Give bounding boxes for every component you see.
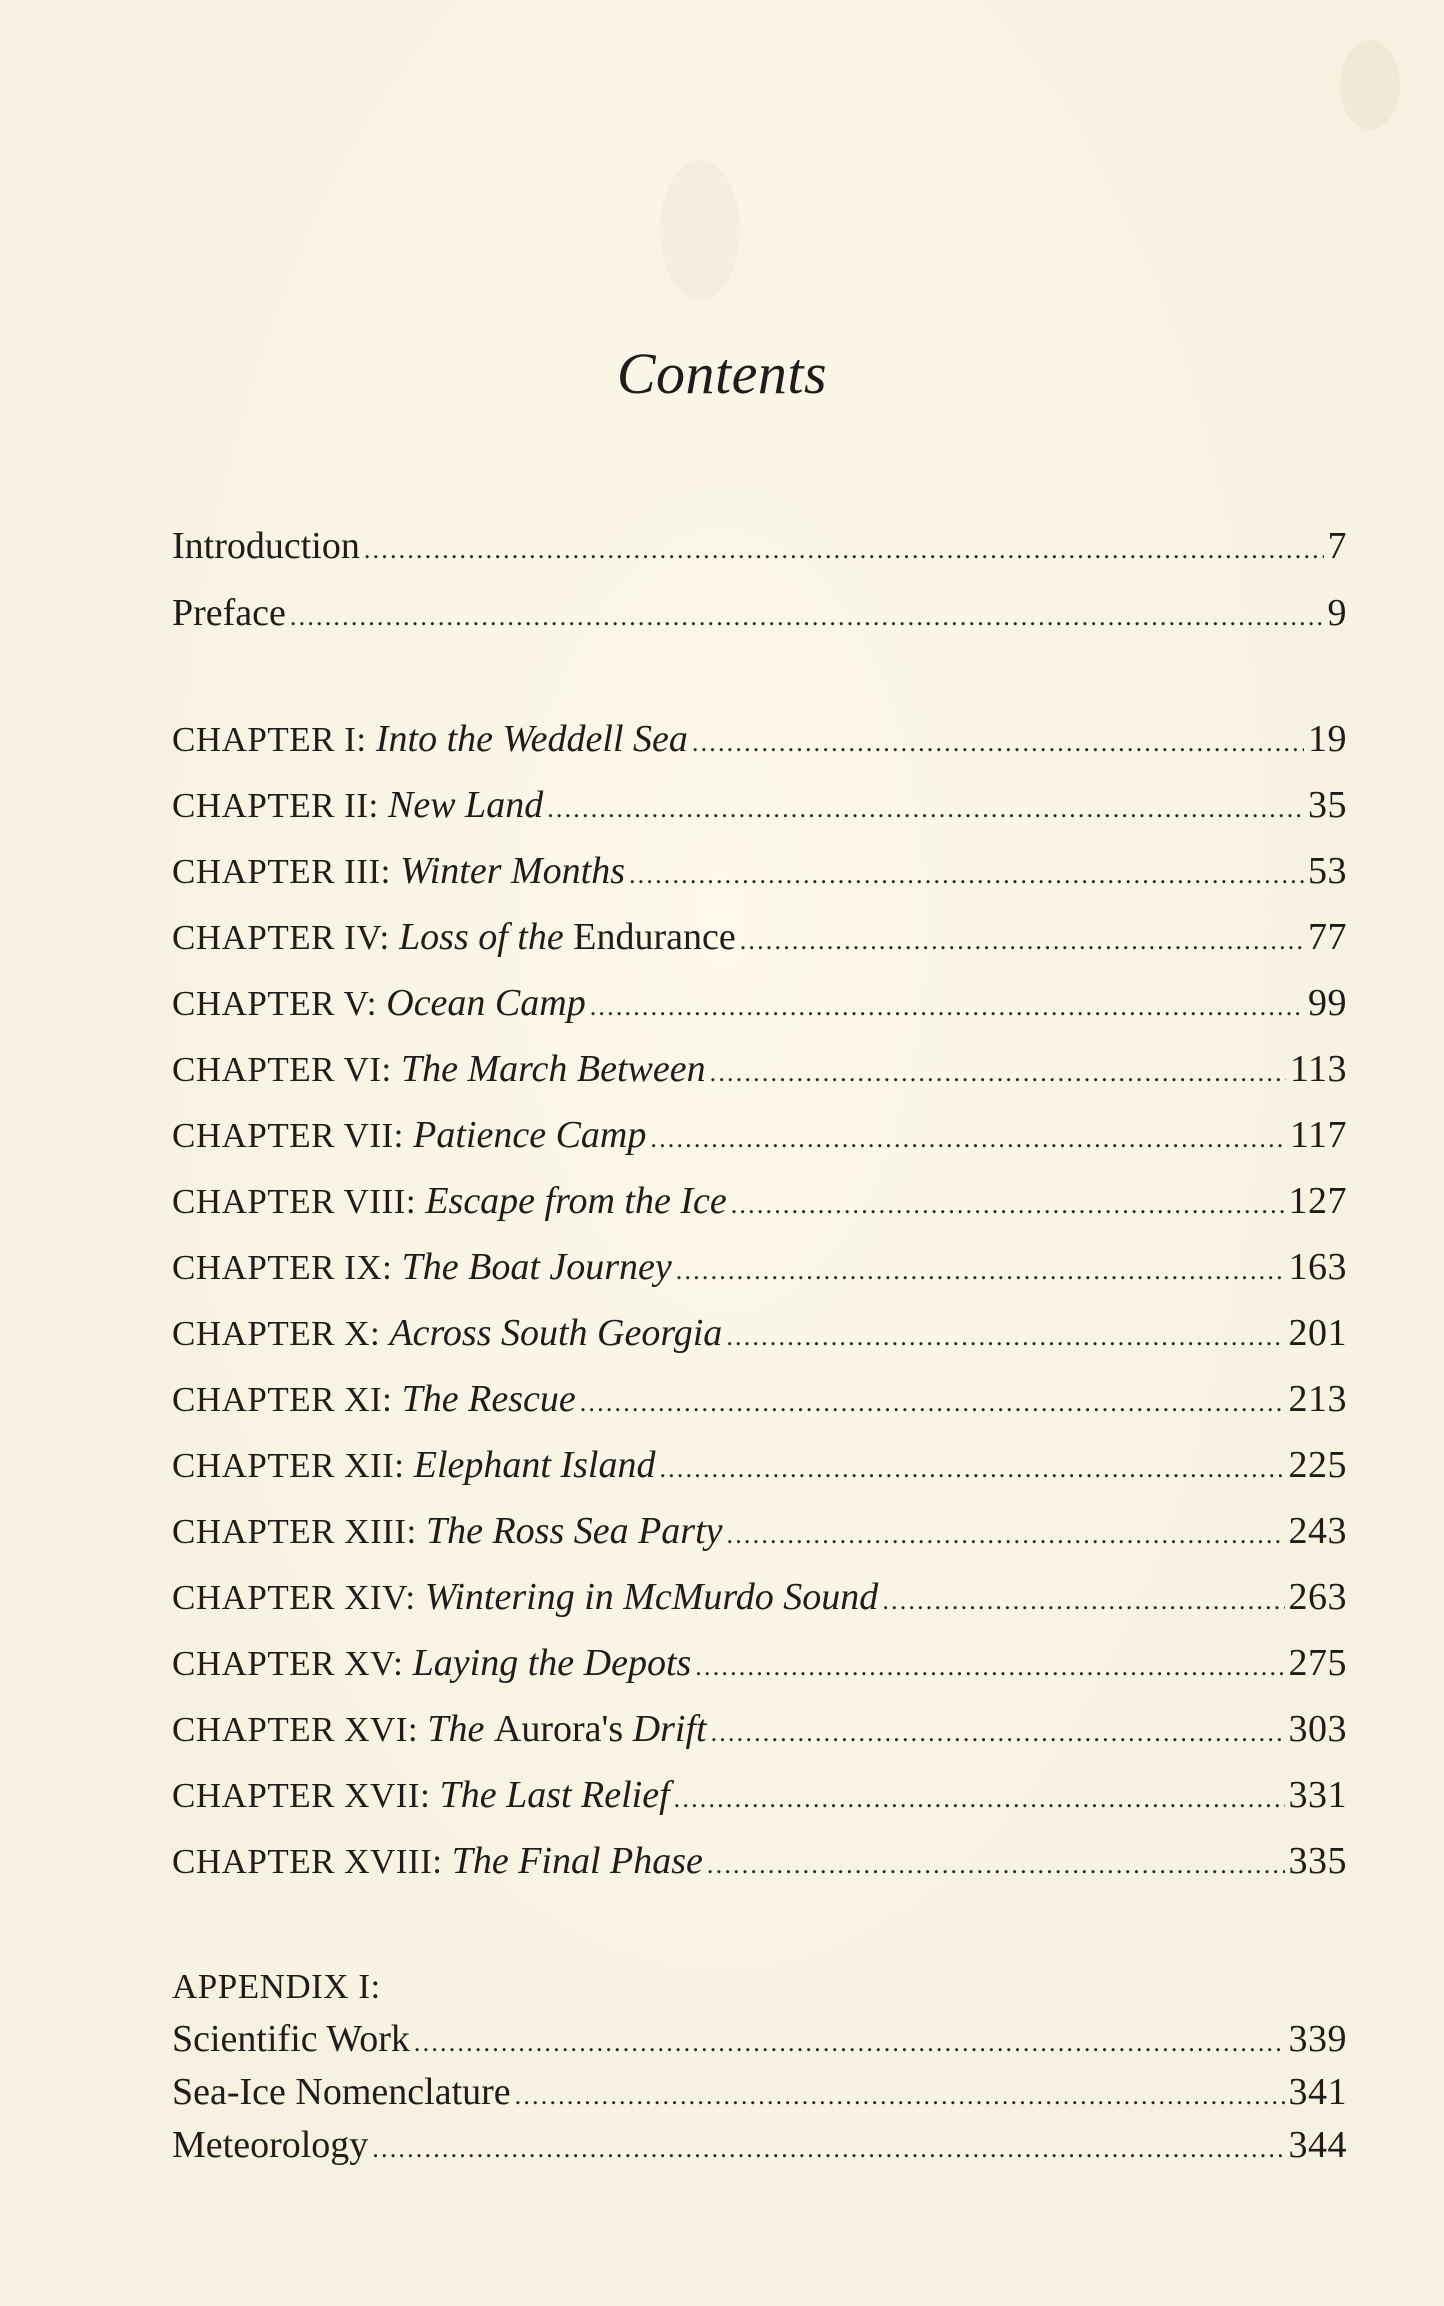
toc-appendix-entry <box>172 2120 1347 2170</box>
dot-leader <box>659 1444 1284 1494</box>
chapter-title: Winter Months <box>400 850 625 892</box>
toc-entry-label <box>172 1308 722 1359</box>
ship-name: Endurance <box>573 916 736 958</box>
chapter-number: CHAPTER IV: <box>172 918 400 957</box>
toc-entry-introduction <box>172 521 1347 571</box>
paper-stain <box>1340 40 1400 130</box>
chapter-number: CHAPTER XV: <box>172 1644 413 1683</box>
chapter-title: The <box>427 1708 494 1750</box>
toc-page-number: 275 <box>1288 1642 1347 1684</box>
dot-leader <box>692 718 1304 768</box>
dot-leader <box>707 1840 1285 1890</box>
chapter-number: CHAPTER XVII: <box>172 1776 440 1815</box>
toc-entry-label <box>172 1506 723 1557</box>
paper-stain <box>660 160 740 300</box>
dot-leader <box>710 1048 1286 1098</box>
toc-page-number: 19 <box>1308 718 1347 760</box>
toc-entry-label <box>172 978 586 1029</box>
toc-appendix-entry <box>172 2014 1347 2064</box>
dot-leader <box>674 1774 1285 1824</box>
appendix-heading: APPENDIX I: <box>172 1967 381 2006</box>
dot-leader <box>727 1510 1285 1560</box>
chapter-title: New Land <box>388 784 544 826</box>
toc-entry-label <box>172 1572 878 1623</box>
toc-entry-label <box>172 912 736 963</box>
toc-chapter-5 <box>172 978 1347 1028</box>
toc-page-number: 339 <box>1288 2018 1347 2060</box>
toc-chapter-12 <box>172 1440 1347 1490</box>
toc-page-number: 344 <box>1288 2124 1347 2166</box>
toc-page-number: 331 <box>1288 1774 1347 1816</box>
dot-leader <box>364 525 1324 575</box>
toc-page-number: 303 <box>1288 1708 1347 1750</box>
toc-page-number: 7 <box>1327 525 1347 567</box>
chapter-title-tail: Drift <box>623 1708 707 1750</box>
ship-name: Aurora's <box>493 1708 624 1750</box>
toc-chapter-15 <box>172 1638 1347 1688</box>
toc-chapter-8 <box>172 1176 1347 1226</box>
toc-entry-label <box>172 1044 706 1095</box>
chapter-title: Ocean Camp <box>386 982 586 1024</box>
chapter-title: Patience Camp <box>413 1114 647 1156</box>
dot-leader <box>515 2071 1285 2121</box>
toc-page-number: 35 <box>1308 784 1347 826</box>
toc-page-number: 113 <box>1289 1048 1347 1090</box>
toc-entry-label <box>172 780 543 831</box>
chapter-title: The Boat Journey <box>401 1246 672 1288</box>
toc-chapter-13 <box>172 1506 1347 1556</box>
toc-chapter-7 <box>172 1110 1347 1160</box>
toc-page-number: 243 <box>1288 1510 1347 1552</box>
toc-chapter-10 <box>172 1308 1347 1358</box>
chapter-number: CHAPTER XVI: <box>172 1710 428 1749</box>
toc-entry-label <box>172 1770 670 1821</box>
toc-page-number: 77 <box>1308 916 1347 958</box>
chapter-title: Elephant Island <box>413 1444 656 1486</box>
chapter-title: Across South Georgia <box>389 1312 723 1354</box>
dot-leader <box>547 784 1304 834</box>
toc-chapter-14 <box>172 1572 1347 1622</box>
dot-leader <box>726 1312 1284 1362</box>
toc-entry-label <box>172 1374 576 1425</box>
dot-leader <box>740 916 1304 966</box>
toc-page-number: 53 <box>1308 850 1347 892</box>
dot-leader <box>580 1378 1285 1428</box>
chapter-number: CHAPTER XIV: <box>172 1578 425 1617</box>
toc-chapter-4 <box>172 912 1347 962</box>
toc-entry-label <box>172 1110 646 1161</box>
page-title: Contents <box>616 341 828 406</box>
toc-chapter-17 <box>172 1770 1347 1820</box>
chapter-number: CHAPTER IX: <box>172 1248 402 1287</box>
chapter-title: Loss of the <box>399 916 574 958</box>
toc-entry-label: Introduction <box>172 525 360 567</box>
chapter-title: The Rescue <box>401 1378 576 1420</box>
dot-leader <box>629 850 1304 900</box>
dot-leader <box>711 1708 1285 1758</box>
toc-entry-label <box>172 1704 707 1755</box>
toc-chapter-2 <box>172 780 1347 830</box>
toc-page-number: 99 <box>1308 982 1347 1024</box>
toc-chapter-3 <box>172 846 1347 896</box>
chapter-number: CHAPTER XVIII: <box>172 1842 452 1881</box>
toc-page-number: 341 <box>1288 2071 1347 2113</box>
toc-entry-label: Preface <box>172 592 286 634</box>
chapter-number: CHAPTER XIII: <box>172 1512 426 1551</box>
chapter-title: Laying the Depots <box>412 1642 692 1684</box>
chapter-number: CHAPTER VIII: <box>172 1182 426 1221</box>
toc-chapter-18 <box>172 1836 1347 1886</box>
toc-chapter-11 <box>172 1374 1347 1424</box>
toc-entry-label <box>172 1836 703 1887</box>
toc-page-number: 263 <box>1288 1576 1347 1618</box>
toc-entry-label <box>172 714 688 765</box>
chapter-title: The Last Relief <box>439 1774 670 1816</box>
chapter-title: Escape from the Ice <box>425 1180 727 1222</box>
dot-leader <box>290 592 1324 642</box>
chapter-number: CHAPTER X: <box>172 1314 390 1353</box>
chapter-title: The March Between <box>401 1048 706 1090</box>
toc-entry-preface <box>172 588 1347 638</box>
toc-entry-label: Sea-Ice Nomenclature <box>172 2071 511 2113</box>
dot-leader <box>590 982 1304 1032</box>
toc-chapter-1 <box>172 714 1347 764</box>
toc-page-number: 163 <box>1288 1246 1347 1288</box>
toc-page-number: 127 <box>1288 1180 1347 1222</box>
toc-chapter-6 <box>172 1044 1347 1094</box>
toc-chapter-9 <box>172 1242 1347 1292</box>
toc-entry-label <box>172 1242 672 1293</box>
chapter-number: CHAPTER I: <box>172 720 376 759</box>
toc-entry-label <box>172 846 625 897</box>
toc-page-number: 213 <box>1288 1378 1347 1420</box>
chapter-number: CHAPTER III: <box>172 852 401 891</box>
chapter-number: CHAPTER V: <box>172 984 387 1023</box>
toc-chapter-16 <box>172 1704 1347 1754</box>
chapter-number: CHAPTER II: <box>172 786 388 825</box>
toc-page-number: 117 <box>1289 1114 1347 1156</box>
toc-entry-label: Scientific Work <box>172 2018 410 2060</box>
dot-leader <box>695 1642 1284 1692</box>
toc-entry-label: Meteorology <box>172 2124 369 2166</box>
toc-page-number: 335 <box>1288 1840 1347 1882</box>
chapter-title: The Final Phase <box>451 1840 703 1882</box>
toc-entry-label <box>172 1638 691 1689</box>
chapter-number: CHAPTER VI: <box>172 1050 401 1089</box>
toc-page-number: 225 <box>1288 1444 1347 1486</box>
toc-page-number: 201 <box>1288 1312 1347 1354</box>
toc-appendix-entry <box>172 2067 1347 2117</box>
dot-leader <box>372 2124 1284 2174</box>
chapter-title: Wintering in McMurdo Sound <box>424 1576 879 1618</box>
chapter-number: CHAPTER VII: <box>172 1116 414 1155</box>
toc-entry-label <box>172 1176 727 1227</box>
dot-leader <box>414 2018 1285 2068</box>
dot-leader <box>731 1180 1285 1230</box>
dot-leader <box>676 1246 1285 1296</box>
toc-page-number: 9 <box>1327 592 1347 634</box>
toc-entry-label <box>172 1440 655 1491</box>
chapter-title: The Ross Sea Party <box>425 1510 723 1552</box>
dot-leader <box>882 1576 1284 1626</box>
chapter-number: CHAPTER XI: <box>172 1380 402 1419</box>
dot-leader <box>650 1114 1286 1164</box>
chapter-number: CHAPTER XII: <box>172 1446 414 1485</box>
chapter-title: Into the Weddell Sea <box>375 718 688 760</box>
